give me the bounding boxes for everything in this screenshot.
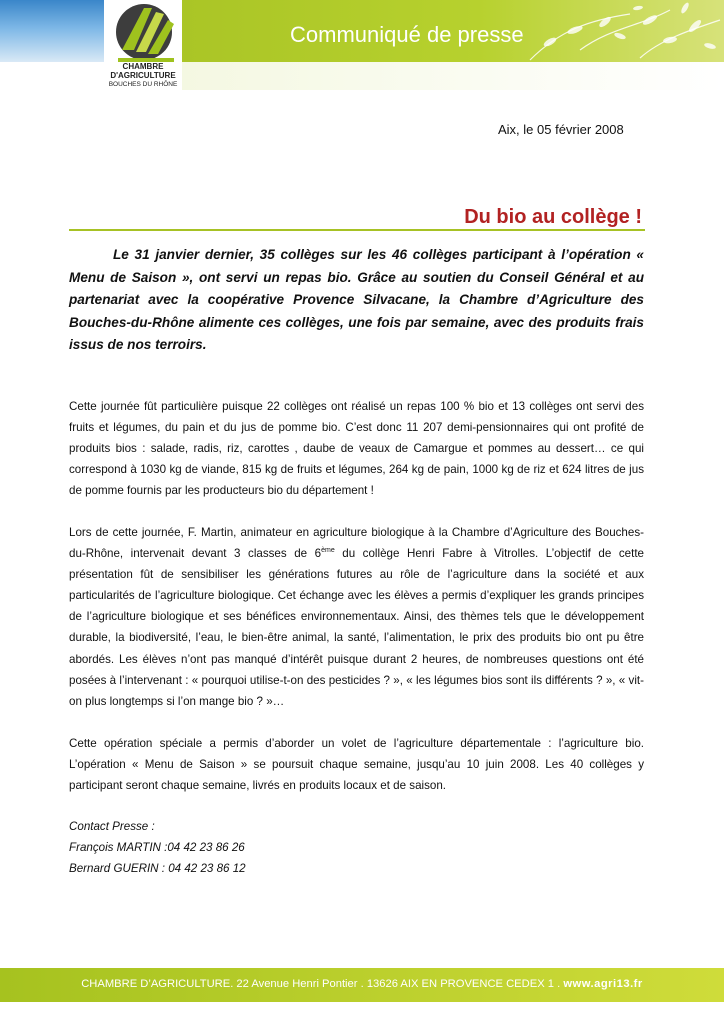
footer-street: 22 Avenue Henri Pontier . 13626	[233, 978, 401, 990]
footer-website-link[interactable]: www.agri13.fr	[563, 978, 643, 990]
logo-line-3: BOUCHES DU RHÔNE	[108, 81, 178, 88]
header-light-strip	[110, 62, 724, 90]
press-contact	[69, 816, 246, 879]
intro-paragraph	[69, 244, 644, 357]
paragraph-2-part-b: du collège Henri Fabre à Vitrolles. L’objectif de cette présentation fût de sensibiliser les générations futures au rôle de l’agriculture dans la société et aux particularités de l’agriculture biologique. Cet échange avec les élèves a permis d’expliquer les grands principes de l’agriculture biologique et ses bénéfices environnementaux. Ainsi, des thèmes tels que le développement durable, la biodiversité, l’eau, le bien-être animal, la santé, l’alimentation, le prix des produits bio ont pu être abordés. Les élèves n’ont pas manqué d’intérêt puisque durant 2 heures, de nombreuses questions ont été posées à l’intervenant : « pourquoi utilise-t-on des pesticides ? », « les légumes bios sont ils différents ? », « vit-on plus longtemps si l’on mange bio ? »…	[69, 547, 644, 708]
document-date: Aix, le 05 février 2008	[498, 122, 624, 137]
paragraph-2-part-a: Lors de cette journée, F. Martin, animateur en agriculture biologique à la Chambre d’Agriculture des Bouches-du-Rhône, intervenait devant 3 classes de 6	[69, 526, 644, 561]
footer-margin	[0, 1002, 724, 1024]
contact-line-2: Bernard GUERIN : 04 42 23 86 12	[69, 862, 246, 875]
sky-banner	[0, 0, 110, 62]
logo-line-1: CHAMBRE	[122, 62, 164, 71]
header-title: Communiqué de presse	[290, 22, 524, 47]
logo-line-2: D'AGRICULTURE	[110, 71, 176, 80]
paragraph-2-superscript: ème	[321, 547, 335, 555]
intro-text: Le 31 janvier dernier, 35 collèges sur les 46 collèges participant à l’opération « Menu de Saison », ont servi un repas bio. Grâce au soutien du Conseil Général et au partenariat avec la coopérative Provence Silvacane, la Chambre d’Agriculture des Bouches-du-Rhône alimente ces collèges, une fois par semaine, avec des produits frais issus de nos terroirs.	[69, 247, 644, 352]
footer-address	[0, 978, 724, 990]
title-divider	[69, 229, 645, 231]
contact-line-1: François MARTIN :04 42 23 86 26	[69, 841, 245, 854]
footer-city: AIX EN PROVENCE CEDEX 1 .	[400, 978, 564, 990]
paragraph-3: Cette opération spéciale a permis d’aborder un volet de l’agriculture départementale : l’agriculture bio. L’opération « Menu de Saison » se poursuit chaque semaine, jusqu’au 10 juin 2008. Les 40 collèges y participant seront chaque semaine, livrés en produits locaux et de saison.	[69, 737, 644, 793]
leaves-decoration-icon	[520, 0, 724, 62]
contact-heading: Contact Presse :	[69, 820, 155, 833]
page-footer	[0, 968, 724, 1002]
paragraph-2	[69, 522, 644, 712]
footer-org: CHAMBRE D’AGRICULTURE.	[81, 978, 234, 990]
logo-wordmark	[108, 62, 178, 89]
paragraph-1: Cette journée fût particulière puisque 22 collèges ont réalisé un repas 100 % bio et 13 collèges ont servi des fruits et légumes, du pain et du jus de pomme bio. C’est donc 11 207 demi-pensionnaires qui ont profité de produits bios : salade, radis, riz, carottes , daube de veaux de Camargue et pommes au dessert… ce qui correspond à 1030 kg de viande, 815 kg de fruits et légumes, 264 kg de pain, 1000 kg de riz et 624 litres de jus de pomme fournis par les producteurs bio du département !	[69, 400, 644, 498]
document-title: Du bio au collège !	[464, 206, 642, 228]
